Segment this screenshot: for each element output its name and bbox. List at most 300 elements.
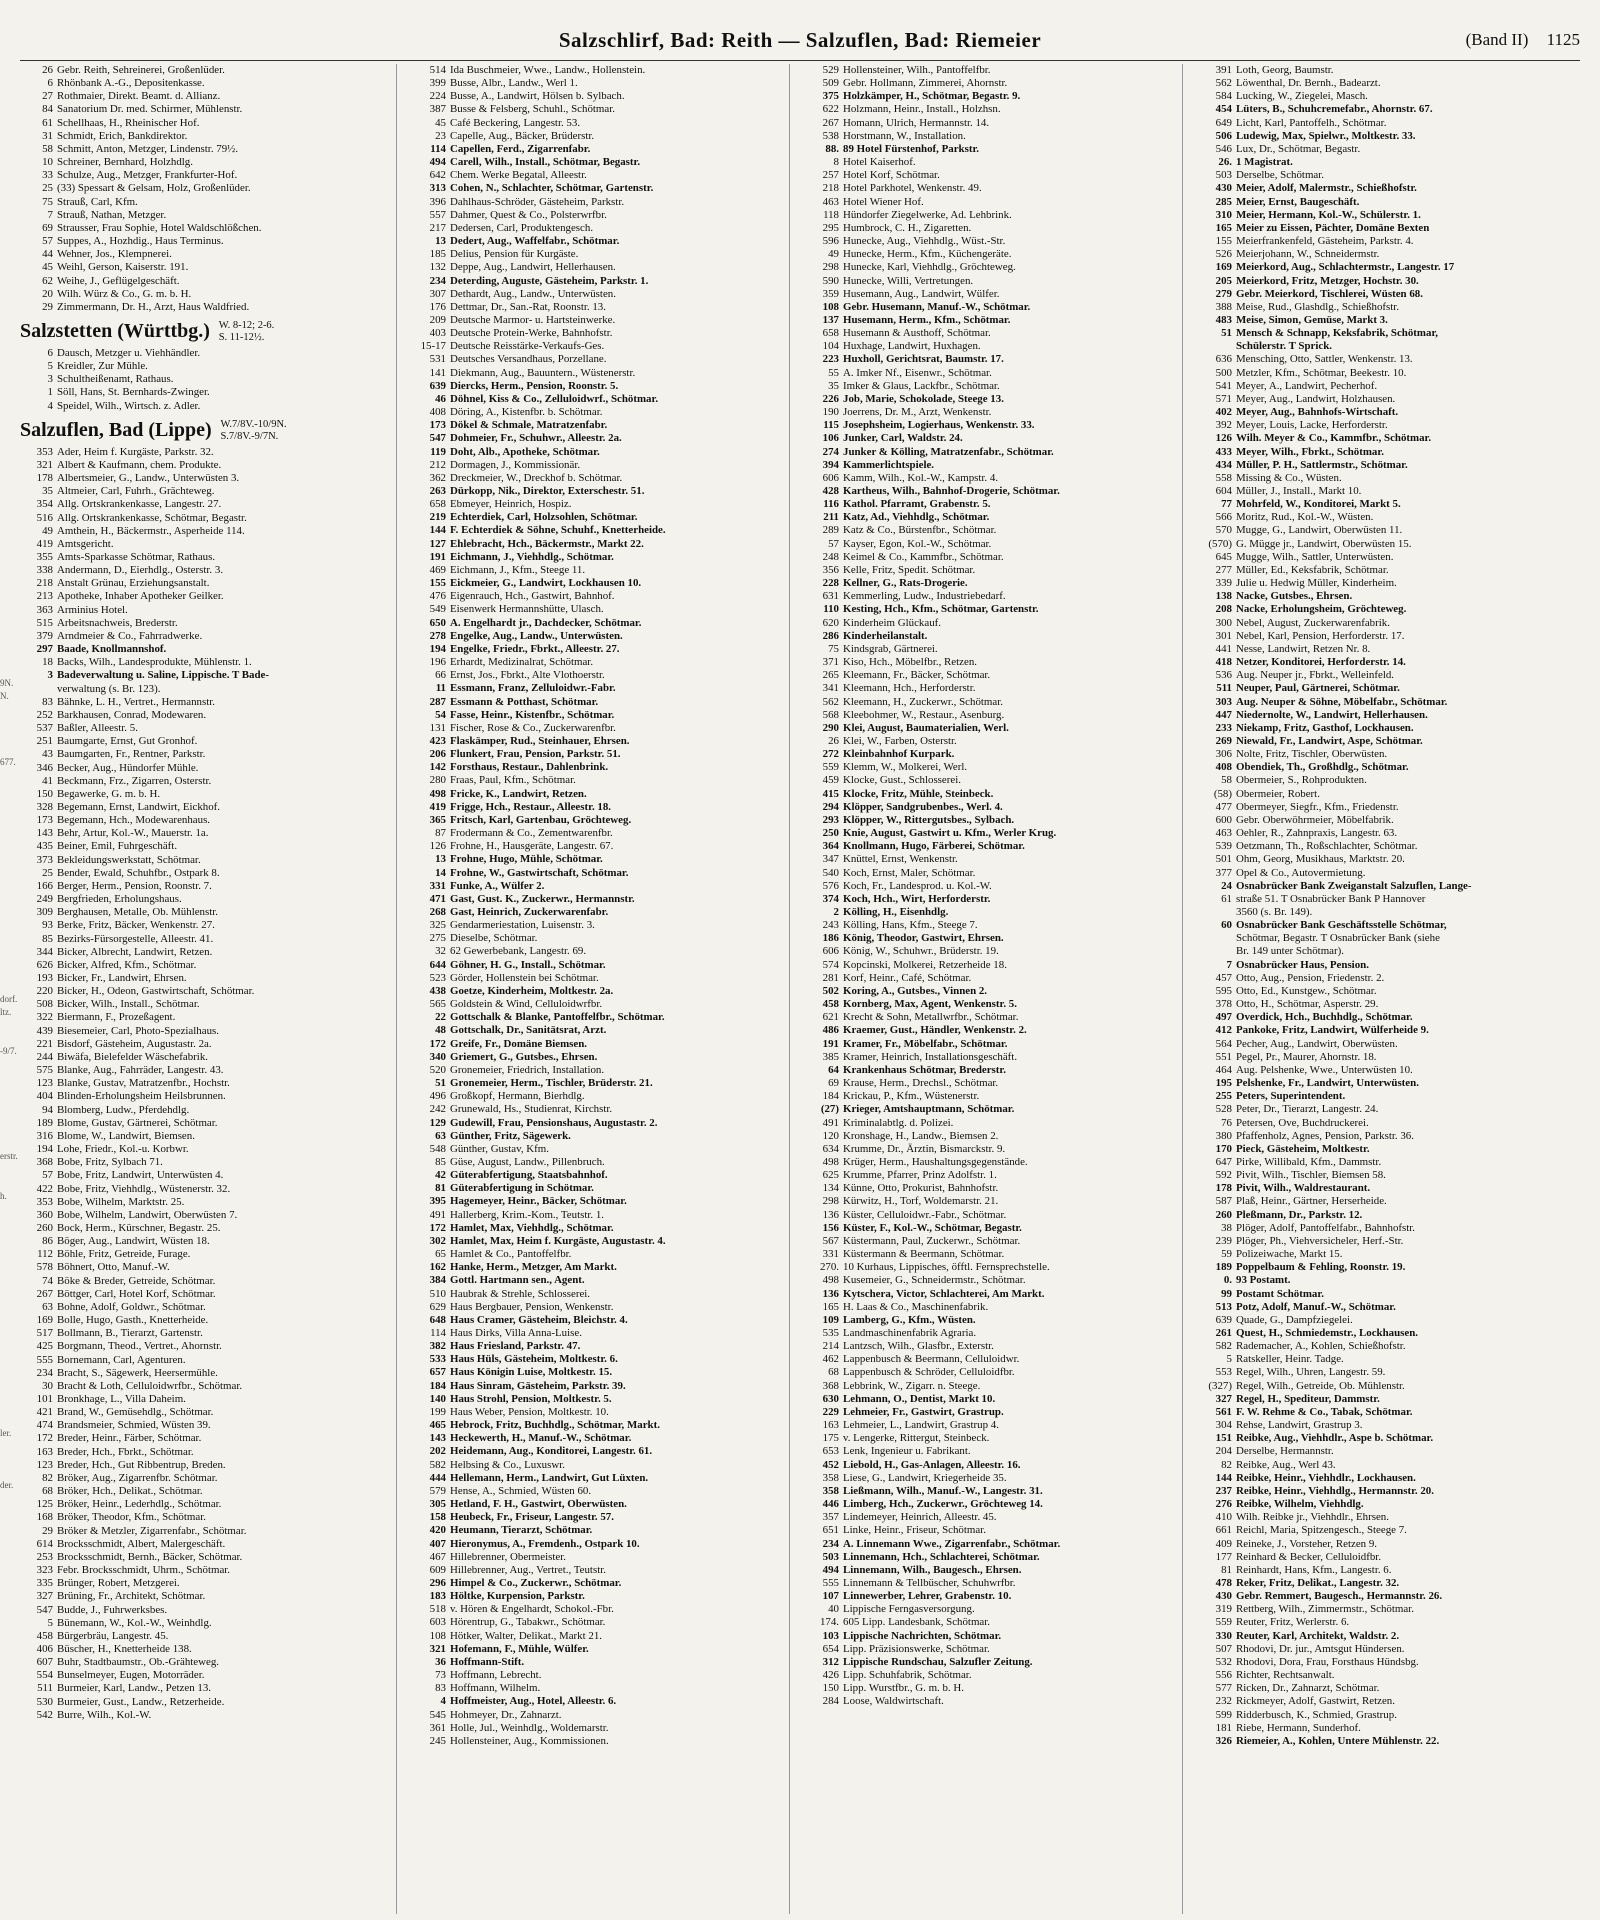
- list-item: [413, 867, 789, 880]
- entry-text: Nebel, August, Zuckerwarenfabrik.: [1236, 616, 1390, 629]
- entry-text: Güterabfertigung in Schötmar.: [450, 1182, 594, 1195]
- list-item: [1199, 156, 1579, 169]
- phone-number: 555: [822, 1576, 839, 1589]
- list-item: [806, 406, 1182, 419]
- phone-number: (327): [1208, 1379, 1232, 1392]
- list-item: [20, 1090, 396, 1103]
- phone-number: 68: [42, 1485, 53, 1498]
- phone-number: 120: [822, 1129, 839, 1142]
- entry-text: Buhr, Stadtbaumstr., Ob.-Grähteweg.: [57, 1656, 219, 1669]
- phone-number: 561: [1215, 1405, 1232, 1418]
- list-item: [1199, 1143, 1579, 1156]
- phone-number: (58): [1213, 787, 1232, 800]
- list-salzschlirf-end: [20, 64, 396, 314]
- phone-number: 483: [1215, 313, 1232, 326]
- phone-number: 535: [822, 1327, 839, 1339]
- phone-number: 546: [1215, 142, 1232, 155]
- list-item: [1199, 1327, 1579, 1340]
- list-item: [413, 880, 789, 893]
- entry-text: Hamlet, Max, Viehhdlg., Schötmar.: [450, 1221, 614, 1234]
- entry-text: Osnabrücker Haus, Pension.: [1236, 958, 1369, 971]
- entry-text: Beckmann, Frz., Zigarren, Osterstr.: [57, 774, 212, 787]
- list-item: [806, 867, 1182, 880]
- phone-number: 126: [1215, 432, 1232, 445]
- entry-text: Gebr. Husemann, Manuf.-W., Schötmar.: [843, 300, 1031, 313]
- phone-number: 134: [822, 1182, 839, 1195]
- phone-number: 463: [1215, 827, 1232, 840]
- phone-number: 183: [429, 1590, 446, 1603]
- list-item: [806, 367, 1182, 380]
- phone-number: 542: [36, 1708, 53, 1721]
- list-item: [1199, 406, 1579, 419]
- entry-text: Pfaffenholz, Agnes, Pension, Parkstr. 36.: [1236, 1129, 1414, 1142]
- phone-number: 163: [36, 1445, 53, 1458]
- phone-number: 430: [1215, 182, 1232, 195]
- phone-number: 237: [1215, 1484, 1232, 1497]
- entry-text: Moritz, Rud., Kol.-W., Wüsten.: [1236, 511, 1374, 524]
- list-item: [1199, 1524, 1579, 1537]
- phone-number: 83: [42, 695, 53, 708]
- list-item: [1199, 472, 1579, 485]
- phone-number: 163: [822, 1419, 839, 1432]
- phone-number: 353: [36, 1195, 53, 1208]
- entry-text: Hoffmann-Stift.: [450, 1655, 525, 1668]
- list-item: [413, 1024, 789, 1037]
- phone-number: 245: [429, 1734, 446, 1747]
- phone-number: 510: [429, 1287, 446, 1300]
- entry-text: Biwäfa, Bielefelder Wäschefabrik.: [57, 1050, 208, 1063]
- phone-number: 387: [429, 103, 446, 116]
- list-item: [1199, 656, 1579, 669]
- phone-number: 143: [36, 827, 53, 840]
- phone-number: 476: [429, 590, 446, 603]
- list-item: [806, 1248, 1182, 1261]
- list-item: [1199, 1445, 1579, 1458]
- phone-number: 202: [429, 1445, 446, 1458]
- entry-text: Kusemeier, G., Schneidermstr., Schötmar.: [843, 1274, 1026, 1287]
- list-item: [806, 748, 1182, 761]
- phone-number: 184: [429, 1379, 446, 1392]
- entry-text: 1 Magistrat.: [1236, 156, 1293, 169]
- phone-number: 234: [822, 1537, 839, 1550]
- entry-text: Lebbrink, W., Zigarr. n. Steege.: [843, 1379, 981, 1392]
- list-item: [413, 327, 789, 340]
- phone-number: 464: [1215, 1063, 1232, 1076]
- phone-number: 274: [822, 445, 839, 458]
- entry-text: Carell, Wilh., Install., Schötmar, Begastr.: [450, 156, 641, 169]
- phone-number: 406: [36, 1642, 53, 1655]
- phone-number: 33: [42, 169, 53, 182]
- list-osnabruecker-bank: [1199, 880, 1579, 959]
- list-item: [20, 1459, 396, 1472]
- list-item: [413, 1051, 789, 1064]
- list-item: [20, 1564, 396, 1577]
- list-item: [413, 1038, 789, 1051]
- entry-text: Meierkord, Aug., Schlachtermstr., Langestr. 17: [1236, 261, 1455, 274]
- entry-text: Netzer, Konditorei, Herforderstr. 14.: [1236, 656, 1406, 669]
- entry-text: Nolte, Fritz, Tischler, Oberwüsten.: [1236, 748, 1388, 761]
- list-item: [1199, 77, 1579, 90]
- list-item: [413, 524, 789, 537]
- list-item: [806, 235, 1182, 248]
- phone-number: 265: [822, 669, 839, 682]
- phone-number: 199: [429, 1405, 446, 1418]
- list-item: [1199, 972, 1579, 985]
- entry-text: Hamlet & Co., Pantoffelfbr.: [450, 1248, 572, 1261]
- page-number: 1125: [1546, 30, 1580, 49]
- entry-text: Badeverwaltung u. Saline, Lippische. T Bade-: [57, 669, 270, 682]
- entry-text: Lux, Dr., Schötmar, Begastr.: [1236, 142, 1361, 155]
- list-item: [413, 709, 789, 722]
- list-item: [20, 1525, 396, 1538]
- phone-number: 457: [1215, 971, 1232, 984]
- entry-text: Oetzmann, Th., Roßschlachter, Schötmar.: [1236, 840, 1418, 853]
- list-item: [20, 1354, 396, 1367]
- phone-number: 228: [822, 577, 839, 590]
- phone-number: 190: [822, 406, 839, 419]
- entry-text: Hunecke, Willi, Vertretungen.: [843, 274, 974, 287]
- list-item: [413, 1182, 789, 1195]
- entry-text: Heubeck, Fr., Friseur, Langestr. 57.: [450, 1511, 614, 1524]
- list-item: [806, 1577, 1182, 1590]
- entry-text: Bicker, Alfred, Kfm., Schötmar.: [57, 958, 197, 971]
- list-item: [413, 1695, 789, 1708]
- phone-number: 206: [429, 748, 446, 761]
- entry-text: Haus Cramer, Gästeheim, Bleichstr. 4.: [450, 1313, 628, 1326]
- phone-number: 196: [429, 656, 446, 669]
- phone-number: 193: [36, 972, 53, 984]
- entry-text: Meier, Hermann, Kol.-W., Schülerstr. 1.: [1236, 208, 1421, 221]
- list-item: [20, 472, 396, 485]
- phone-number: 84: [42, 103, 53, 116]
- entry-text: Bracht & Loth, Celluloidwrfbr., Schötmar.: [57, 1379, 243, 1392]
- list-item: [806, 1590, 1182, 1603]
- phone-number: 30: [42, 1379, 53, 1392]
- phone-number: 57: [42, 235, 53, 248]
- list-item: [1199, 1656, 1579, 1669]
- list-item: [1199, 1024, 1579, 1037]
- entry-text: Küstermann & Beermann, Schötmar.: [843, 1248, 1005, 1261]
- phone-number: 174.: [819, 1616, 839, 1629]
- list-item: [806, 77, 1182, 90]
- list-item: [20, 512, 396, 525]
- phone-number: 66: [435, 669, 446, 682]
- phone-number: 54: [435, 708, 446, 721]
- phone-number: 301: [1215, 629, 1232, 642]
- phone-number: 285: [1215, 195, 1232, 208]
- phone-number: 65: [435, 1248, 446, 1261]
- entry-text: Bürgerbräu, Langestr. 45.: [57, 1629, 169, 1642]
- phone-number: 541: [1215, 379, 1232, 392]
- list-item: [413, 1459, 789, 1472]
- entry-text: Dormagen, J., Kommissionär.: [450, 458, 581, 471]
- list-item: [20, 683, 396, 696]
- list-item: [413, 117, 789, 130]
- column-3: [806, 64, 1183, 1914]
- list-item: [1199, 814, 1579, 827]
- phone-number: 253: [36, 1550, 53, 1563]
- list-item: [20, 722, 396, 735]
- phone-number: 184: [822, 1090, 839, 1103]
- entry-text: Bröker, Heinr., Lederhdlg., Schötmar.: [57, 1498, 222, 1511]
- entry-text: Schultheißenamt, Rathaus.: [57, 373, 174, 386]
- phone-number: 59: [1221, 1248, 1232, 1261]
- entry-text: Engelke, Aug., Landw., Unterwüsten.: [450, 629, 623, 642]
- list-item: [20, 1011, 396, 1024]
- entry-text: Eichmann, J., Kfm., Steege 11.: [450, 563, 586, 576]
- phone-number: 545: [429, 1708, 446, 1721]
- list-item: [413, 182, 789, 195]
- entry-text: Kammerlichtspiele.: [843, 458, 935, 471]
- list-item: [806, 1459, 1182, 1472]
- entry-text: Schreiner, Bernhard, Holzhdlg.: [57, 156, 193, 169]
- phone-number: 540: [822, 866, 839, 879]
- list-item: [1199, 1288, 1579, 1301]
- entry-text: Rothmaier, Direkt. Beamt. d. Allianz.: [57, 90, 221, 103]
- phone-number: 63: [435, 1129, 446, 1142]
- list-item: [20, 498, 396, 511]
- phone-number: 83: [435, 1682, 446, 1695]
- entry-text: Flunkert, Frau, Pension, Parkstr. 51.: [450, 748, 621, 761]
- list-item: [1199, 1735, 1579, 1748]
- entry-text: Mugge, Wilh., Sattler, Unterwüsten.: [1236, 550, 1394, 563]
- list-item: [20, 156, 396, 169]
- list-item: [1199, 446, 1579, 459]
- phone-number: 362: [429, 471, 446, 484]
- list-item: [20, 854, 396, 867]
- phone-number: 61: [42, 116, 53, 129]
- phone-number: 189: [1215, 1261, 1232, 1274]
- entry-text: Gast, Heinrich, Zuckerwarenfabr.: [450, 906, 609, 918]
- phone-number: 233: [1215, 721, 1232, 734]
- phone-number: 22: [435, 1011, 446, 1024]
- entry-text: Bobe, Fritz, Landwirt, Unterwüsten 4.: [57, 1169, 224, 1182]
- phone-number: 428: [822, 485, 839, 497]
- entry-text: Reibke, Aug., Werl 43.: [1236, 1458, 1336, 1471]
- phone-number: 191: [822, 1037, 839, 1050]
- list-item: [413, 1603, 789, 1616]
- phone-number: 255: [1215, 1090, 1232, 1103]
- list-item: [413, 603, 789, 616]
- entry-text: Bender, Ewald, Schuhfbr., Ostpark 8.: [57, 866, 220, 879]
- entry-text: A. Engelhardt jr., Dachdecker, Schötmar.: [450, 616, 642, 629]
- phone-number: 275: [429, 932, 446, 945]
- list-item: [806, 827, 1182, 840]
- phone-number: 119: [430, 445, 446, 458]
- entry-text: Lappenbusch & Beermann, Celluloidwr.: [843, 1353, 1020, 1366]
- list-item: [413, 235, 789, 248]
- entry-text: Weihl, Gerson, Kaiserstr. 191.: [57, 261, 189, 274]
- list-item: [413, 64, 789, 77]
- entry-text: Böhnert, Otto, Manuf.-W.: [57, 1261, 170, 1274]
- list-item: [413, 1432, 789, 1445]
- entry-text: Ratskeller, Heinr. Tadge.: [1236, 1353, 1344, 1366]
- entry-text: Suppes, A., Hozhdig., Haus Terminus.: [57, 235, 224, 248]
- list-item: [1199, 1709, 1579, 1722]
- entry-text: Brand, W., Gemüsehdlg., Schötmar.: [57, 1406, 214, 1419]
- list-item: [413, 998, 789, 1011]
- list-item: [20, 196, 396, 209]
- entry-text: Dahlhaus-Schröder, Gästeheim, Parkstr.: [450, 195, 625, 208]
- entry-text: Fraas, Paul, Kfm., Schötmar.: [450, 774, 576, 787]
- list-item: [413, 1419, 789, 1432]
- phone-number: 151: [1215, 1432, 1232, 1445]
- entry-text: Eigenrauch, Hch., Gastwirt, Bahnhof.: [450, 590, 615, 603]
- list-item: [1199, 564, 1579, 577]
- entry-text: Gebr. Reith, Sehreinerei, Großenlüder.: [57, 64, 225, 76]
- phone-number: 55: [828, 366, 839, 379]
- list-item: [806, 1117, 1182, 1130]
- phone-number: 647: [1215, 1155, 1232, 1168]
- phone-number: 418: [1215, 656, 1232, 669]
- entry-text: Capelle, Aug., Bäcker, Brüderstr.: [450, 129, 595, 142]
- phone-number: 327: [36, 1590, 53, 1603]
- phone-number: 626: [36, 958, 53, 971]
- entry-text: Dedert, Aug., Waffelfabr., Schötmar.: [450, 235, 620, 248]
- entry-text: Günther, Fritz, Sägewerk.: [450, 1129, 571, 1142]
- list-item: [20, 64, 396, 77]
- entry-text: Homann, Ulrich, Hermannstr. 14.: [843, 116, 990, 129]
- phone-number: 494: [822, 1563, 839, 1576]
- entry-text: Beiner, Emil, Fuhrgeschäft.: [57, 840, 178, 853]
- phone-number: 474: [36, 1419, 53, 1432]
- phone-number: 412: [1215, 1024, 1232, 1037]
- list-item: [20, 1485, 396, 1498]
- phone-number: 3: [47, 669, 53, 682]
- entry-text: Metzler, Kfm., Schötmar, Beekestr. 10.: [1236, 366, 1407, 379]
- entry-text: Derselbe, Schötmar.: [1236, 169, 1325, 182]
- list-item: [413, 761, 789, 774]
- entry-text: Fasse, Heinr., Kistenfbr., Schötmar.: [450, 708, 615, 721]
- entry-text: Koch, Fr., Landesprod. u. Kol.-W.: [843, 879, 992, 892]
- entry-text: Kramer, Heinrich, Installationsgeschäft.: [843, 1050, 1018, 1063]
- phone-number: (27): [820, 1103, 839, 1116]
- phone-number: 103: [822, 1629, 839, 1642]
- phone-number: 478: [1215, 1576, 1232, 1589]
- entry-text: Knüttel, Ernst, Wenkenstr.: [843, 853, 958, 866]
- list-item: [806, 459, 1182, 472]
- list-item: [1199, 630, 1579, 643]
- phone-number: 458: [822, 998, 839, 1011]
- list-item: [20, 1183, 396, 1196]
- list-item: [1199, 1038, 1579, 1051]
- entry-text: 10 Kurhaus, Lippisches, öfftl. Fernsprechstelle.: [843, 1261, 1050, 1274]
- entry-text: Pleßmann, Dr., Parkstr. 12.: [1236, 1208, 1363, 1221]
- phone-number: 73: [435, 1669, 446, 1682]
- entry-text: Blome, W., Landwirt, Biemsen.: [57, 1129, 195, 1142]
- phone-number: 101: [36, 1393, 53, 1405]
- list-item: [1199, 827, 1579, 840]
- phone-number: 529: [822, 64, 839, 76]
- phone-number: 321: [36, 458, 53, 471]
- list-item: [806, 1419, 1182, 1432]
- phone-number: 441: [1215, 642, 1232, 655]
- list-item: [413, 90, 789, 103]
- margin-note: ler.: [0, 1427, 12, 1438]
- phone-number: 310: [1215, 208, 1232, 221]
- entry-text: Gast, Gust. K., Zuckerwr., Hermannstr.: [450, 892, 635, 905]
- entry-text: Krumme, Pfarrer, Prinz Adolfstr. 1.: [843, 1169, 997, 1182]
- list-item: [1199, 275, 1579, 288]
- entry-text: Café Beckering, Langestr. 53.: [450, 116, 581, 129]
- list-item: [806, 1524, 1182, 1537]
- entry-text: 89 Hotel Fürstenhof, Parkstr.: [843, 142, 980, 155]
- entry-text: Breder, Hch., Fbrkt., Schötmar.: [57, 1445, 194, 1458]
- phone-number: 547: [36, 1603, 53, 1616]
- list-item: [20, 1222, 396, 1235]
- phone-number: 110: [823, 603, 839, 616]
- phone-number: 570: [1215, 524, 1232, 537]
- list-item: [806, 1090, 1182, 1103]
- entry-text: Junker, Carl, Waldstr. 24.: [843, 432, 963, 445]
- phone-number: 459: [822, 774, 839, 787]
- entry-text: Keimel & Co., Kammfbr., Schötmar.: [843, 550, 1004, 563]
- list-item: [1199, 867, 1579, 880]
- entry-text: Hotel Parkhotel, Wenkenstr. 49.: [843, 182, 982, 195]
- phone-number: 434: [1215, 458, 1232, 471]
- phone-number: 584: [1215, 90, 1232, 103]
- phone-number: 138: [1215, 590, 1232, 603]
- phone-number: 399: [429, 77, 446, 90]
- entry-text: Heidemann, Aug., Konditorei, Langestr. 61.: [450, 1445, 653, 1458]
- list-item: [1199, 1340, 1579, 1353]
- entry-text: Hunecke, Karl, Viehhdlg., Gröchteweg.: [843, 261, 1016, 274]
- list-item: [413, 1169, 789, 1182]
- entry-text: Limberg, Hch., Zuckerwr., Gröchteweg 14.: [843, 1498, 1043, 1511]
- entry-text: Joerrens, Dr. M., Arzt, Wenkenstr.: [843, 406, 992, 419]
- entry-text: Reuter, Karl, Architekt, Waldstr. 2.: [1236, 1629, 1400, 1642]
- list-item: [806, 643, 1182, 656]
- page-title: Salzschlirf, Bad: Reith — Salzuflen, Bad: Riemeier: [558, 28, 1042, 52]
- entry-text: Amtsgericht.: [57, 537, 114, 550]
- list-item: [1199, 959, 1579, 972]
- list-item: [413, 1590, 789, 1603]
- entry-text: Koch, Ernst, Maler, Schötmar.: [843, 866, 976, 879]
- list-item: [1199, 1222, 1579, 1235]
- list-item: [806, 472, 1182, 485]
- phone-number: 467: [429, 1550, 446, 1563]
- entry-text: Landmaschinenfabrik Agraria.: [843, 1327, 977, 1339]
- phone-number: 578: [36, 1261, 53, 1274]
- list-item: [413, 1564, 789, 1577]
- list-item: [806, 1445, 1182, 1458]
- list-item: [413, 1393, 789, 1406]
- phone-number: 396: [429, 195, 446, 208]
- list-item: [20, 630, 396, 643]
- list-item: [413, 1235, 789, 1248]
- entry-text: Rademacher, A., Kohlen, Schießhofstr.: [1236, 1340, 1406, 1353]
- entry-text: Deutsche Marmor- u. Hartsteinwerke.: [450, 313, 616, 326]
- phone-number: 69: [828, 1077, 839, 1090]
- list-item: [20, 360, 396, 373]
- list-item: [20, 1301, 396, 1314]
- entry-text: Holle, Jul., Weinhdlg., Woldemarstr.: [450, 1721, 609, 1734]
- list-item: [413, 1722, 789, 1735]
- list-item: [20, 814, 396, 827]
- phone-number: 555: [36, 1353, 53, 1366]
- phone-number: 165: [1215, 221, 1232, 234]
- list-item: [806, 380, 1182, 393]
- phone-number: 303: [1215, 695, 1232, 708]
- phone-number: 169: [36, 1314, 53, 1327]
- phone-number: 60: [1221, 919, 1232, 932]
- list-item: [20, 1143, 396, 1156]
- phone-number: 368: [36, 1156, 53, 1169]
- list-item: [1199, 1603, 1579, 1616]
- entry-text: Neuper, Paul, Gärtnerei, Schötmar.: [1236, 682, 1400, 695]
- phone-number: 5: [1226, 1353, 1232, 1366]
- entry-text: Brünger, Robert, Metzgerei.: [57, 1577, 180, 1590]
